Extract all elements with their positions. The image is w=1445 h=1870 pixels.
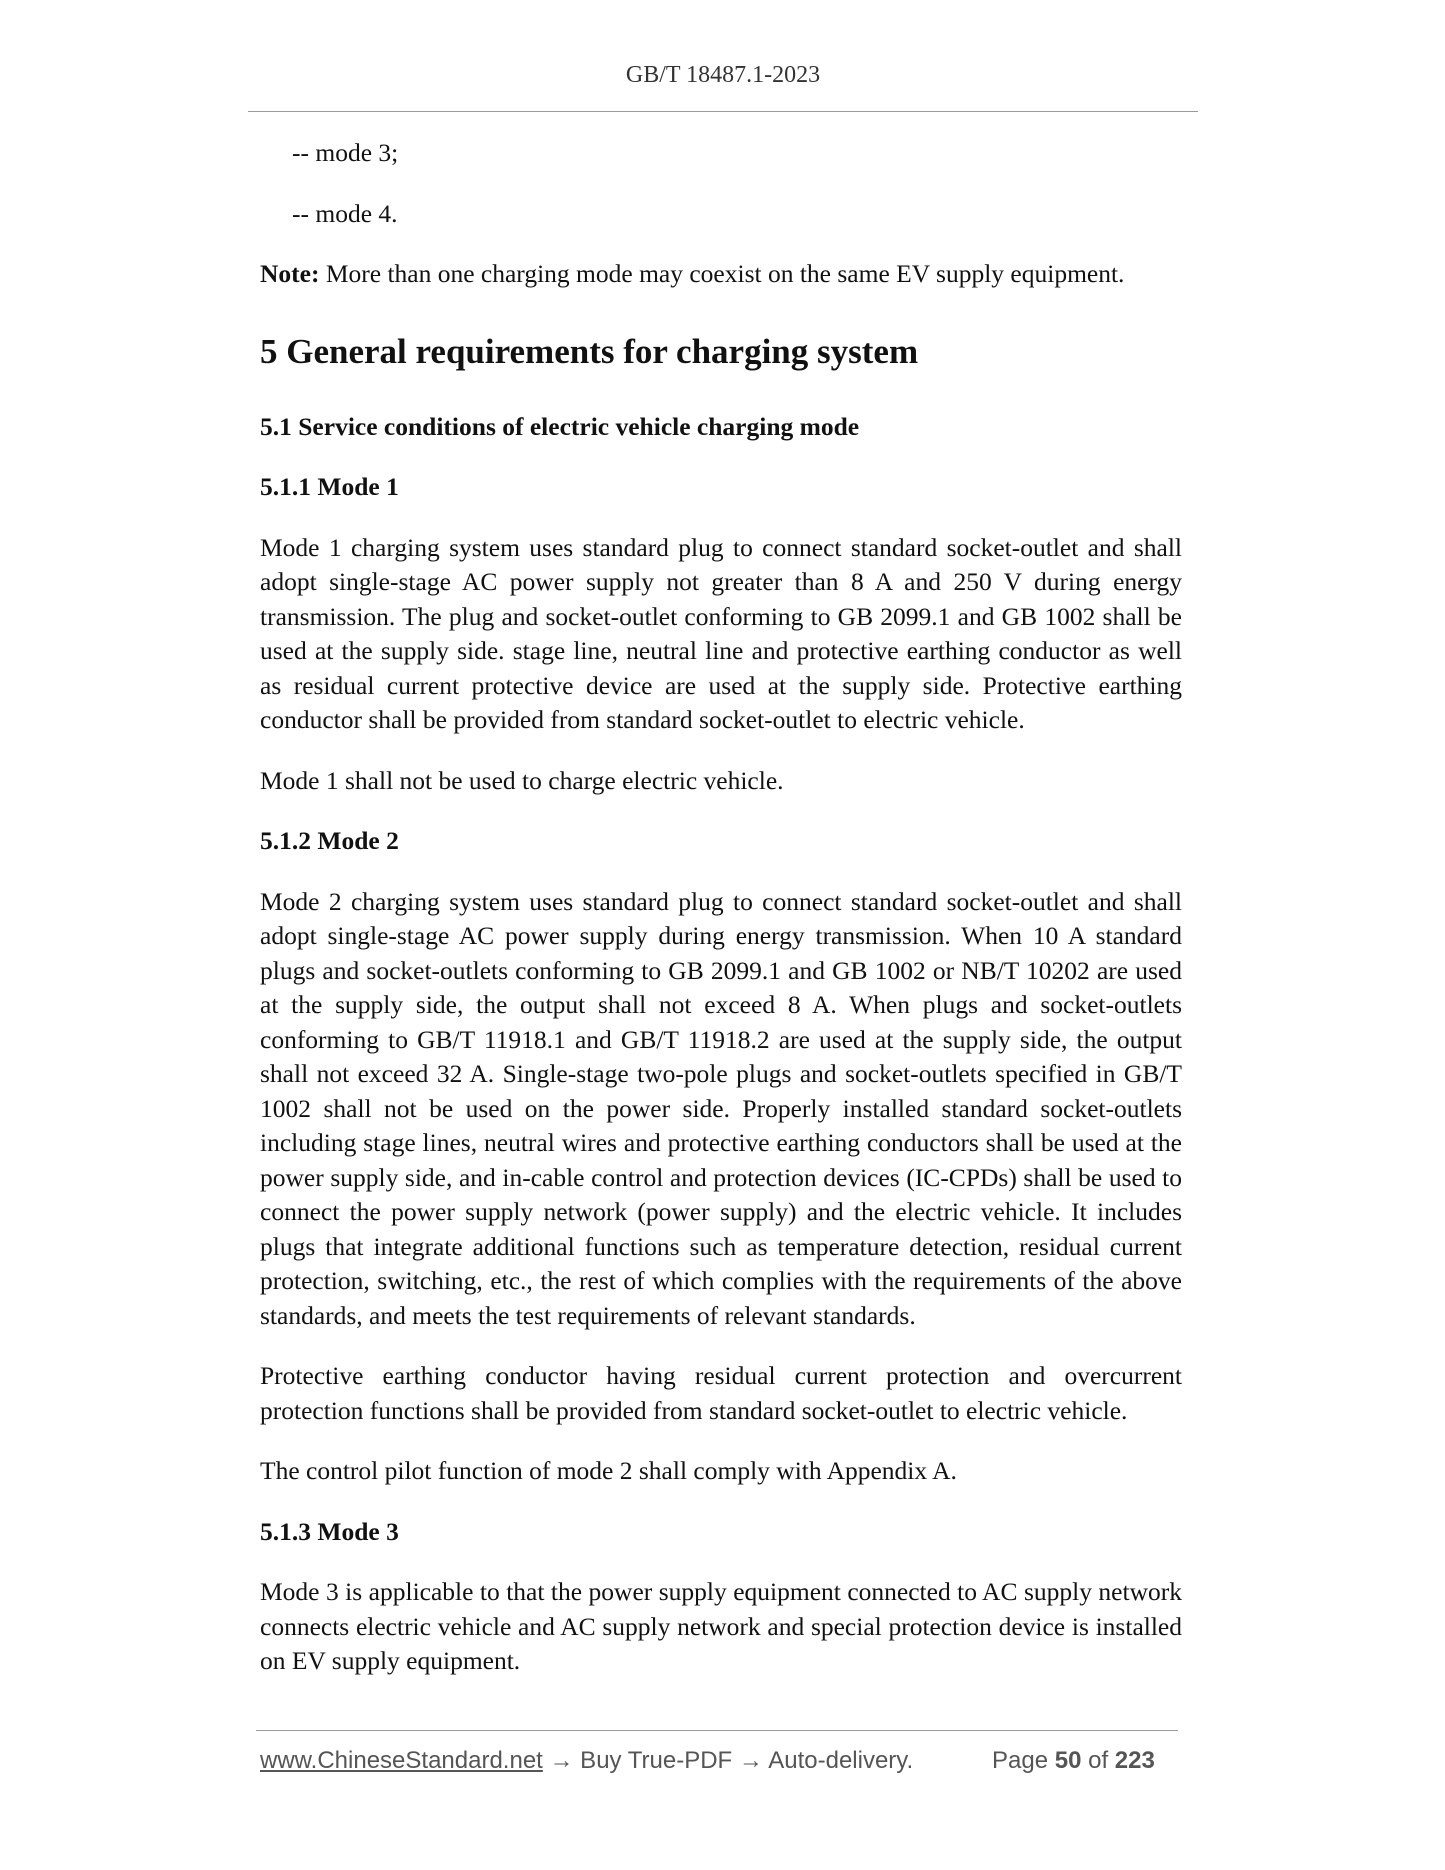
of-label: of bbox=[1088, 1747, 1109, 1774]
website-link[interactable]: www.ChineseStandard.net bbox=[260, 1747, 543, 1774]
document-body bbox=[260, 136, 1182, 1705]
subsection-heading-5-1-2: 5.1.2 Mode 2 bbox=[260, 826, 399, 855]
paragraph-mode3-description: Mode 3 is applicable to that the power supply equipment connected to AC supply network connects electric vehicle and AC supply network and special protection device is installed on EV supply equipment. bbox=[260, 1577, 1182, 1675]
paragraph-mode2-description: Mode 2 charging system uses standard plug to connect standard socket-outlet and shall adopt single-stage AC power supply during energy transmission. When 10 A standard plugs and socket-outlets conforming to GB 2099.1 and GB 1002 or NB/T 10202 are used at the supply side, the output shall not exceed 8 A. When plugs and socket-outlets conforming to GB/T 11918.1 and GB/T 11918.2 are used at the supply side, the output shall not exceed 32 A. Single-stage two-pole plugs and socket-outlets specified in GB/T 1002 shall not be used on the power side. Properly installed standard socket-outlets including stage lines, neutral wires and protective earthing conductors shall be used at the power supply side, and in-cable control and protection devices (IC-CPDs) shall be used to connect the power supply network (power supply) and the electric vehicle. It includes plugs that integrate additional functions such as temperature detection, residual current protection, switching, etc., the rest of which complies with the requirements of the above standards, and meets the test requirements of relevant standards. bbox=[260, 886, 1182, 1330]
page-total: 223 bbox=[1114, 1747, 1155, 1774]
subsection-heading-5-1-3: 5.1.3 Mode 3 bbox=[260, 1516, 399, 1546]
subsection-heading-5-1: 5.1 Service conditions of electric vehicle charging mode bbox=[260, 411, 860, 441]
paragraph-mode1-restriction: Mode 1 shall not be used to charge electric vehicle. bbox=[260, 765, 784, 795]
header-divider bbox=[248, 111, 1198, 112]
note-paragraph bbox=[260, 257, 1182, 292]
section-title: 5 General requirements for charging system bbox=[260, 331, 919, 371]
subsection-heading-5-1-1: 5.1.1 Mode 1 bbox=[260, 472, 399, 501]
list-item: -- mode 3; bbox=[292, 138, 399, 167]
note-text: More than one charging mode may coexist on the same EV supply equipment. bbox=[319, 259, 1125, 288]
page-footer bbox=[260, 1747, 1182, 1775]
page-number: 50 bbox=[1054, 1747, 1082, 1774]
footer-promo-text: → Buy True-PDF → Auto-delivery. bbox=[542, 1747, 914, 1774]
note-label: Note: bbox=[260, 259, 320, 288]
paragraph-mode2-pilot: The control pilot function of mode 2 shall comply with Appendix A. bbox=[260, 1456, 957, 1485]
document-header-id: GB/T 18487.1-2023 bbox=[625, 62, 821, 88]
footer-divider bbox=[256, 1730, 1178, 1731]
paragraph-mode1-description: Mode 1 charging system uses standard plug to connect standard socket-outlet and shall adopt single-stage AC power supply not greater than 8 A and 250 V during energy transmission. The plug and socket-outlet conforming to GB 2099.1 and GB 1002 shall be used at the supply side. stage line, neutral line and protective earthing conductor as well as residual current protective device are used at the supply side. Protective earthing conductor shall be provided from standard socket-outlet to electric vehicle. bbox=[260, 532, 1182, 734]
list-item: -- mode 4. bbox=[292, 198, 398, 228]
page-indicator bbox=[992, 1747, 1155, 1775]
page-label: Page bbox=[992, 1747, 1049, 1774]
paragraph-mode2-earthing: Protective earthing conductor having residual current protection and overcurrent protection functions shall be provided from standard socket-outlet to electric vehicle. bbox=[260, 1361, 1182, 1425]
